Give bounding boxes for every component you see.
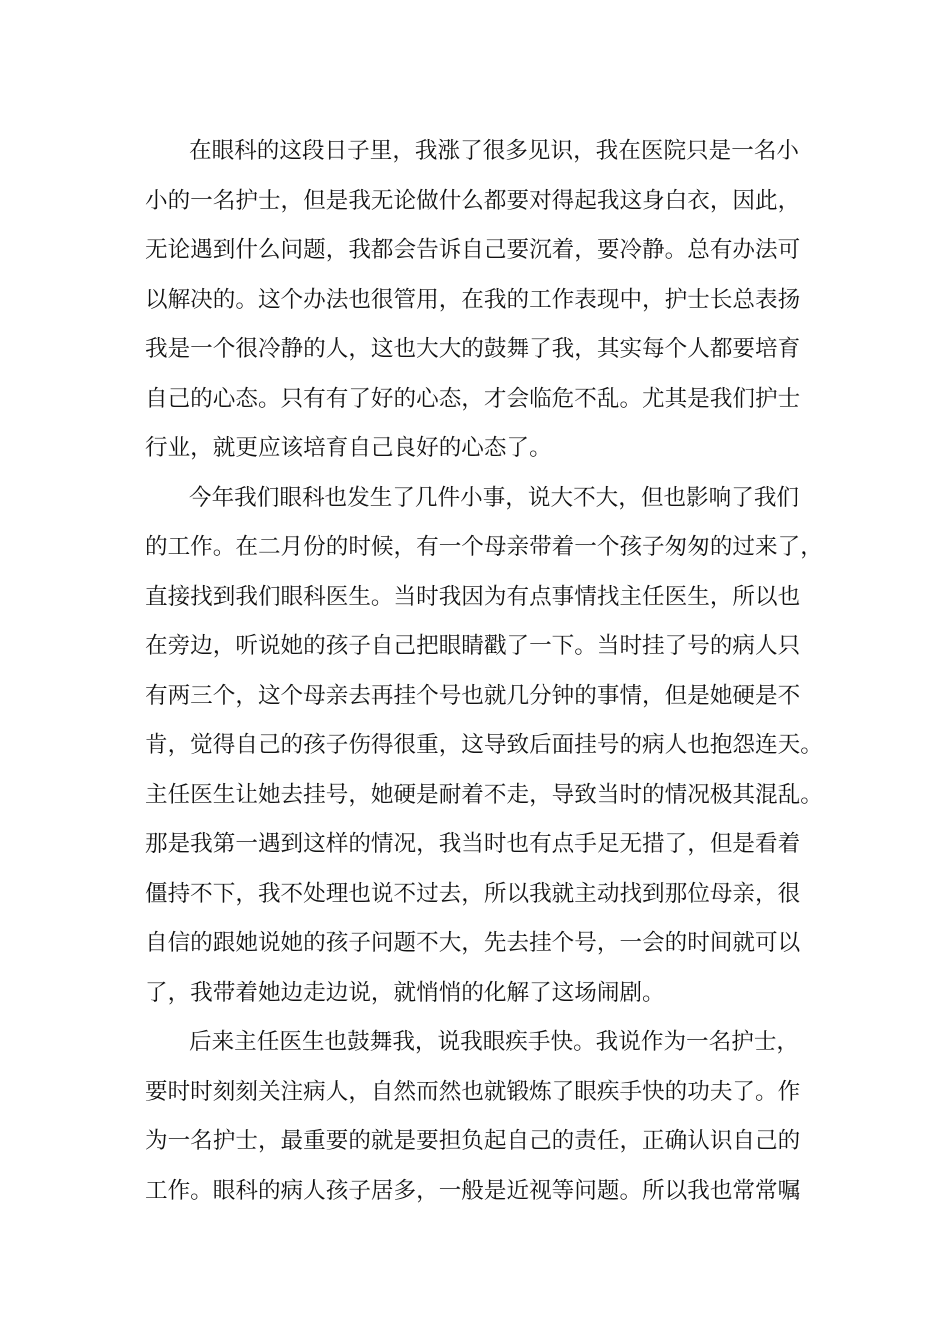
text-line: 在旁边，听说她的孩子自己把眼睛戳了一下。当时挂了号的病人只: [145, 633, 801, 659]
text-line: 小的一名护士，但是我无论做什么都要对得起我这身白衣，因此，: [145, 187, 801, 214]
text-line: 我是一个很冷静的人，这也大大的鼓舞了我，其实每个人都要培育: [145, 336, 801, 362]
text-line: 直接找到我们眼科医生。当时我因为有点事情找主任医生，所以也: [145, 583, 801, 610]
text-line: 主任医生让她去挂号，她硬是耐着不走，导致当时的情况极其混乱。: [145, 781, 823, 808]
text-line: 有两三个，这个母亲去再挂个号也就几分钟的事情，但是她硬是不: [145, 682, 801, 709]
text-line: 在眼科的这段日子里，我涨了很多见识，我在医院只是一名小: [189, 138, 800, 164]
text-line: 肯，觉得自己的孩子伤得很重，这导致后面挂号的病人也抱怨连天。: [145, 732, 823, 758]
paragraph-1: [145, 127, 815, 474]
text-line: 僵持不下，我不处理也说不过去，所以我就主动找到那位母亲，很: [145, 880, 801, 907]
text-line: 了，我带着她边走边说，就悄悄的化解了这场闹剧。: [145, 979, 665, 1006]
text-line: 自己的心态。只有有了好的心态，才会临危不乱。尤其是我们护士: [145, 385, 801, 412]
text-line: 为一名护士，最重要的就是要担负起自己的责任，正确认识自己的: [145, 1128, 801, 1154]
document-body: [145, 127, 823, 1216]
text-line: 以解决的。这个办法也很管用，在我的工作表现中，护士长总表扬: [145, 286, 801, 313]
text-line: 的工作。在二月份的时候，有一个母亲带着一个孩子匆匆的过来了，: [145, 534, 823, 560]
text-line: 无论遇到什么问题，我都会告诉自己要沉着，要冷静。总有办法可: [145, 237, 801, 263]
text-line: 行业，就更应该培育自己良好的心态了。: [145, 435, 552, 461]
text-line: 工作。眼科的病人孩子居多，一般是近视等问题。所以我也常常嘱: [145, 1177, 801, 1204]
text-line: 要时时刻刻关注病人，自然而然也就锻炼了眼疾手快的功夫了。作: [145, 1078, 801, 1105]
paragraph-3: [145, 1018, 815, 1216]
text-line: 后来主任医生也鼓舞我，说我眼疾手快。我说作为一名护士，: [189, 1029, 800, 1055]
text-line: 那是我第一遇到这样的情况，我当时也有点手足无措了，但是看着: [145, 831, 801, 857]
text-line: 今年我们眼科也发生了几件小事，说大不大，但也影响了我们: [189, 484, 800, 511]
text-line: 自信的跟她说她的孩子问题不大，先去挂个号，一会的时间就可以: [145, 930, 801, 956]
paragraph-2: [145, 474, 823, 1019]
